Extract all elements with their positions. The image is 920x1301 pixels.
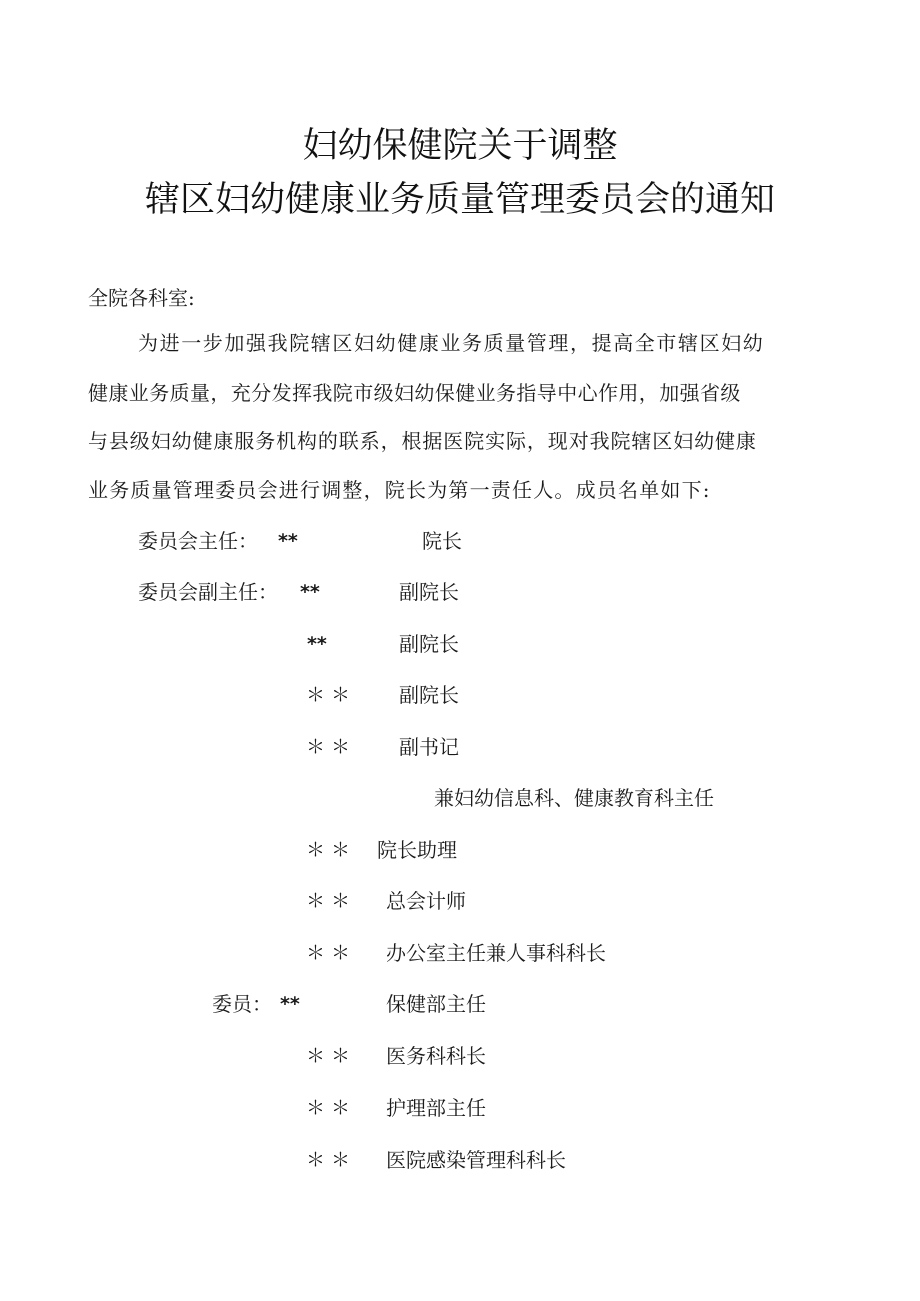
member-name: ＊＊ <box>306 1097 357 1119</box>
vice-chair-name: ＊＊ <box>306 736 357 758</box>
body-paragraph-line: 与县级妇幼健康服务机构的联系，根据医院实际，现对我院辖区妇幼健康 <box>88 429 757 453</box>
member-role-label: 委员： <box>212 992 272 1016</box>
body-paragraph-line: 健康业务质量，充分发挥我院市级妇幼保健业务指导中心作用，加强省级 <box>88 381 741 405</box>
official-name: ＊＊ <box>306 890 357 912</box>
official-title: 院长助理 <box>377 838 457 862</box>
member-title: 保健部主任 <box>386 992 486 1016</box>
member-title: 护理部主任 <box>386 1096 486 1120</box>
vice-chair-role-label: 委员会副主任： <box>138 580 278 604</box>
vice-chair-title: 副书记 <box>399 735 459 759</box>
vice-chair-name: ** <box>300 581 320 603</box>
official-name: ＊＊ <box>306 839 357 861</box>
vice-chair-name: ＊＊ <box>306 684 357 706</box>
chair-role-label: 委员会主任： <box>138 529 258 553</box>
vice-chair-title: 副院长 <box>399 580 459 604</box>
document-title-line-1: 妇幼保健院关于调整 <box>302 126 618 166</box>
member-name: ＊＊ <box>306 1045 357 1067</box>
member-name: ** <box>280 993 300 1015</box>
salutation: 全院各科室: <box>88 286 195 310</box>
chair-title: 院长 <box>422 529 462 553</box>
document-title-line-2: 辖区妇幼健康业务质量管理委员会的通知 <box>144 180 775 220</box>
vice-chair-name: ** <box>307 633 327 655</box>
body-paragraph-line: 业务质量管理委员会进行调整，院长为第一责任人。成员名单如下: <box>88 478 711 502</box>
vice-chair-title: 副院长 <box>399 632 459 656</box>
official-title: 总会计师 <box>386 889 466 913</box>
official-name: ＊＊ <box>306 942 357 964</box>
chair-name: ** <box>278 530 298 552</box>
vice-chair-title: 副院长 <box>399 683 459 707</box>
body-paragraph-line: 为进一步加强我院辖区妇幼健康业务质量管理，提高全市辖区妇幼 <box>138 331 765 355</box>
member-title: 医务科科长 <box>386 1044 486 1068</box>
member-title: 医院感染管理科科长 <box>386 1148 566 1172</box>
member-name: ＊＊ <box>306 1149 357 1171</box>
vice-chair-note: 兼妇幼信息科、健康教育科主任 <box>434 786 714 810</box>
official-title: 办公室主任兼人事科科长 <box>386 941 606 965</box>
